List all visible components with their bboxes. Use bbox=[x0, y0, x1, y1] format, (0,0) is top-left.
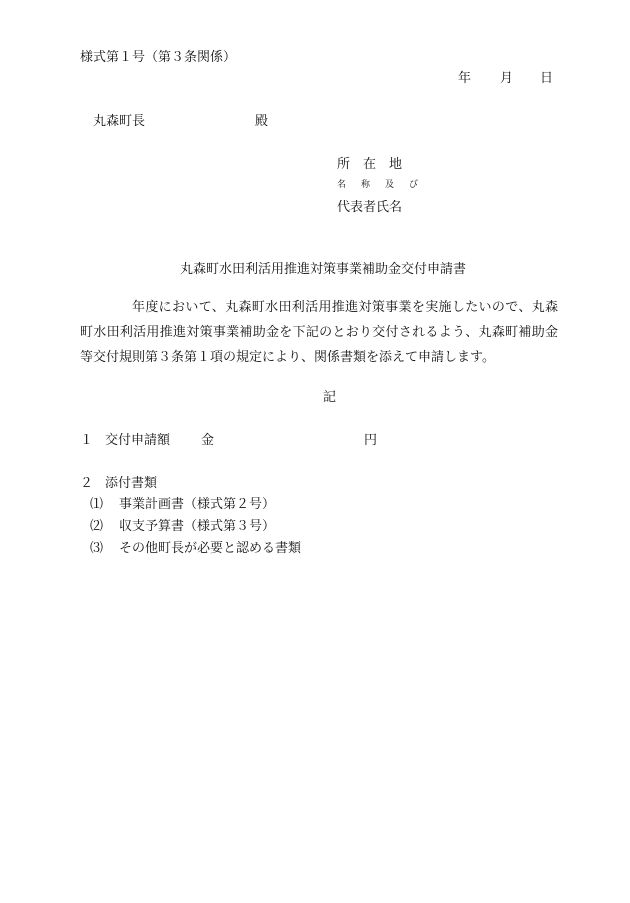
attachment-number: ⑶ bbox=[90, 541, 104, 556]
date-month-label: 月 bbox=[500, 71, 514, 86]
ki-heading: 記 bbox=[323, 390, 337, 405]
item1-prefix: 金 bbox=[201, 433, 215, 448]
date-day-label: 日 bbox=[540, 71, 554, 86]
applicant-representative-label: 代表者氏名 bbox=[337, 200, 403, 215]
attachment-label: 事業計画書（様式第２号） bbox=[119, 497, 276, 512]
attachment-number: ⑵ bbox=[90, 519, 104, 534]
document-title: 丸森町水田利活用推進対策事業補助金交付申請書 bbox=[180, 262, 467, 277]
form-number: 様式第１号（第３条関係） bbox=[80, 50, 237, 65]
addressee-name: 丸森町長 bbox=[93, 114, 146, 129]
item1-number: １ bbox=[80, 433, 94, 448]
application-body-text: 年度において、丸森町水田利活用推進対策事業を実施したいので、丸森町水田利活用推進対策事業補助金を下記のとおり交付されるよう、丸森町補助金等交付規則第３条第１項の規定により、関係書類を添えて申請します。 bbox=[80, 300, 558, 365]
item2-number: ２ bbox=[80, 476, 94, 491]
attachment-label: 収支予算書（様式第３号） bbox=[119, 519, 276, 534]
applicant-address-label: 所 在 地 bbox=[337, 157, 403, 172]
applicant-name-label: 名 称 及 び bbox=[337, 180, 422, 190]
attachment-label: その他町長が必要と認める書類 bbox=[119, 541, 302, 556]
item1-unit: 円 bbox=[364, 433, 378, 448]
date-year-label: 年 bbox=[458, 71, 472, 86]
item2-label: 添付書類 bbox=[105, 476, 158, 491]
addressee-honorific: 殿 bbox=[255, 114, 269, 129]
attachment-number: ⑴ bbox=[90, 497, 104, 512]
item1-label: 交付申請額 bbox=[105, 433, 171, 448]
